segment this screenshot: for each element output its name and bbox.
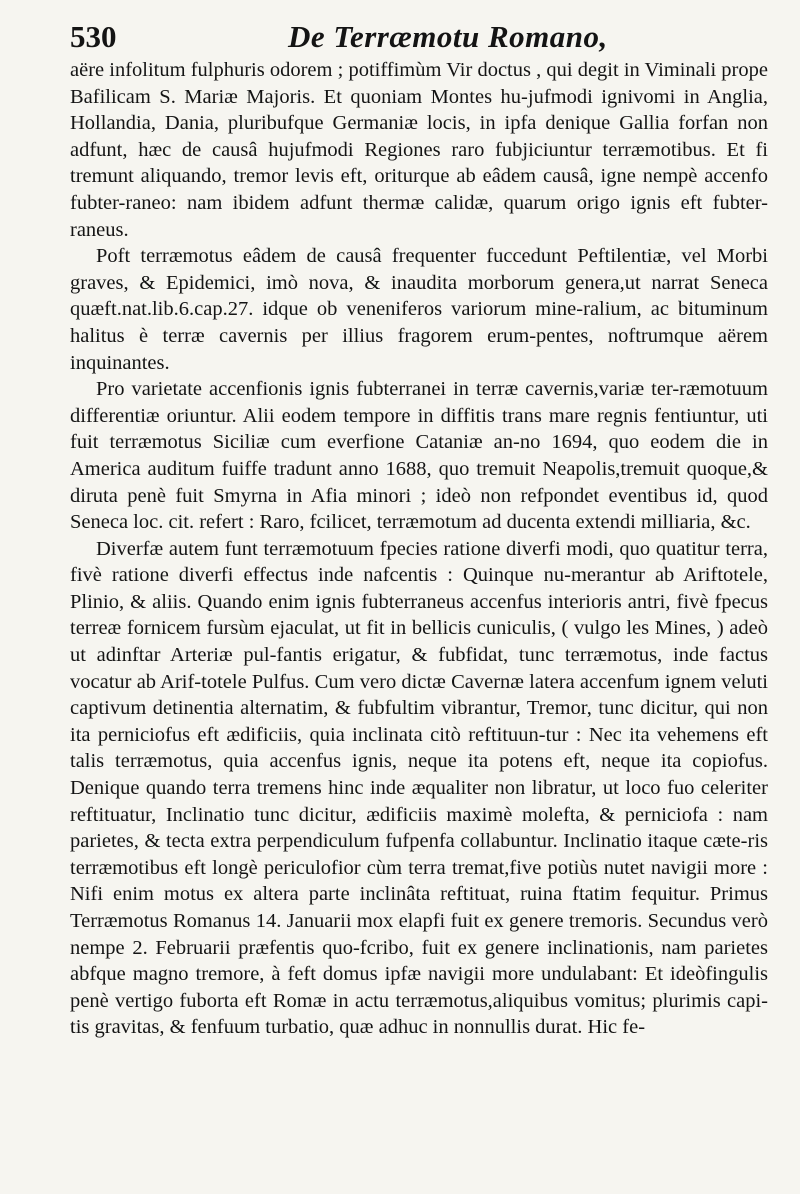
running-title: De Terræmotu Romano,	[288, 19, 608, 54]
paragraph: aëre infolitum fulphuris odorem ; potiffimùm Vir doctus , qui degit in Viminali prope Bafilicam S. Mariæ Majoris. Et quoniam Montes hu-jufmodi ignivomi in Anglia, Hollandia, Dania, pluribufque Germaniæ locis, in ipfa denique Gallia forfan non adfunt, hæc de causâ hujufmodi Regiones raro fubjiciuntur terræmotibus. Et fi tremunt aliquando, tremor levis eft, oriturque ab eâdem causâ, igne nempè accenfo fubter-raneo: nam ibidem adfunt thermæ calidæ, quarum origo ignis eft fubter-raneus.	[70, 59, 768, 241]
page-number: 530	[70, 19, 117, 54]
body-text	[70, 57, 768, 1041]
paragraph: Poft terræmotus eâdem de causâ frequenter fuccedunt Peftilentiæ, vel Morbi graves, & Epidemici, imò nova, & inaudita morborum genera,ut narrat Seneca quæft.nat.lib.6.cap.27. idque ob veneniferos variorum mine-ralium, ac bituminum halitus è terræ cavernis per illius fragorem erum-pentes, noftrumque aërem inquinantes.	[70, 245, 768, 374]
paragraph: Diverfæ autem funt terræmotuum fpecies ratione diverfi modi, quo quatitur terra, fivè ratione diverfi effectus inde nafcentis : Quinque nu-merantur ab Ariftotele, Plinio, & aliis. Quando enim ignis fubterraneus accenfus interioris antri, fivè fpecus terreæ fornicem fursùm ejaculat, ut fit in bellicis cuniculis, ( vulgo les Mines, ) adeò ut adinftar Arteriæ pul-fantis erigatur, & fubfidat, tunc terræmotus, inde factus vocatur ab Arif-totele Pulfus. Cum vero dictæ Cavernæ latera accenfum ignem veluti captivum detinentia alternatim, & fubfultim vibrantur, Tremor, tunc dicitur, qui non ita perniciofus eft ædificiis, quia inclinata citò reftituun-tur : Nec ita vehemens eft talis terræmotus, quia accenfus ignis, neque ita potens eft, neque ita copiofus. Denique quando terra tremens hinc inde æqualiter non libratur, ut loco fuo celeriter reftituatur, Inclinatio tunc dicitur, ædificiis maximè molefta, & perniciofa : nam parietes, & tecta extra perpendiculum fufpenfa collabuntur. Inclinatio itaque cæte-ris terræmotibus eft longè periculofior cùm terra tremat,five potiùs nutet navigii more : Nifi enim motus ex altera parte inclinâta reftituat, ruina ftatim fequitur. Primus Terræmotus Romanus 14. Januarii mox elapfi fuit ex genere tremoris. Secundus verò nempe 2. Februarii præfentis quo-fcribo, fuit ex genere inclinationis, nam parietes abfque magno tremore, à feft domus ipfæ navigii more undulabant: Et ideòfingulis penè vertigo fuborta eft Romæ in actu terræmotus,aliquibus vomitus; plurimis capi-tis gravitas, & fenfuum turbatio, quæ adhuc in nonnullis durat. Hic fe-	[70, 537, 768, 1039]
page-header	[70, 16, 740, 58]
paragraph: Pro varietate accenfionis ignis fubterranei in terræ cavernis,variæ ter-ræmotuum differentiæ oriuntur. Alii eodem tempore in diffitis trans mare regnis fentiuntur, uti fuit terræmotus Siciliæ cum everfione Cataniæ an-no 1694, quo eodem die in America auditum fuiffe tradunt anno 1688, quo tremuit Neapolis,tremuit quoque,& diruta penè fuit Smyrna in Afia minori ; ideò non refpondet eventibus id, quod Seneca loc. cit. refert : Raro, fcilicet, terræmotum ad ducenta extendi milliaria, &c.	[70, 378, 768, 534]
